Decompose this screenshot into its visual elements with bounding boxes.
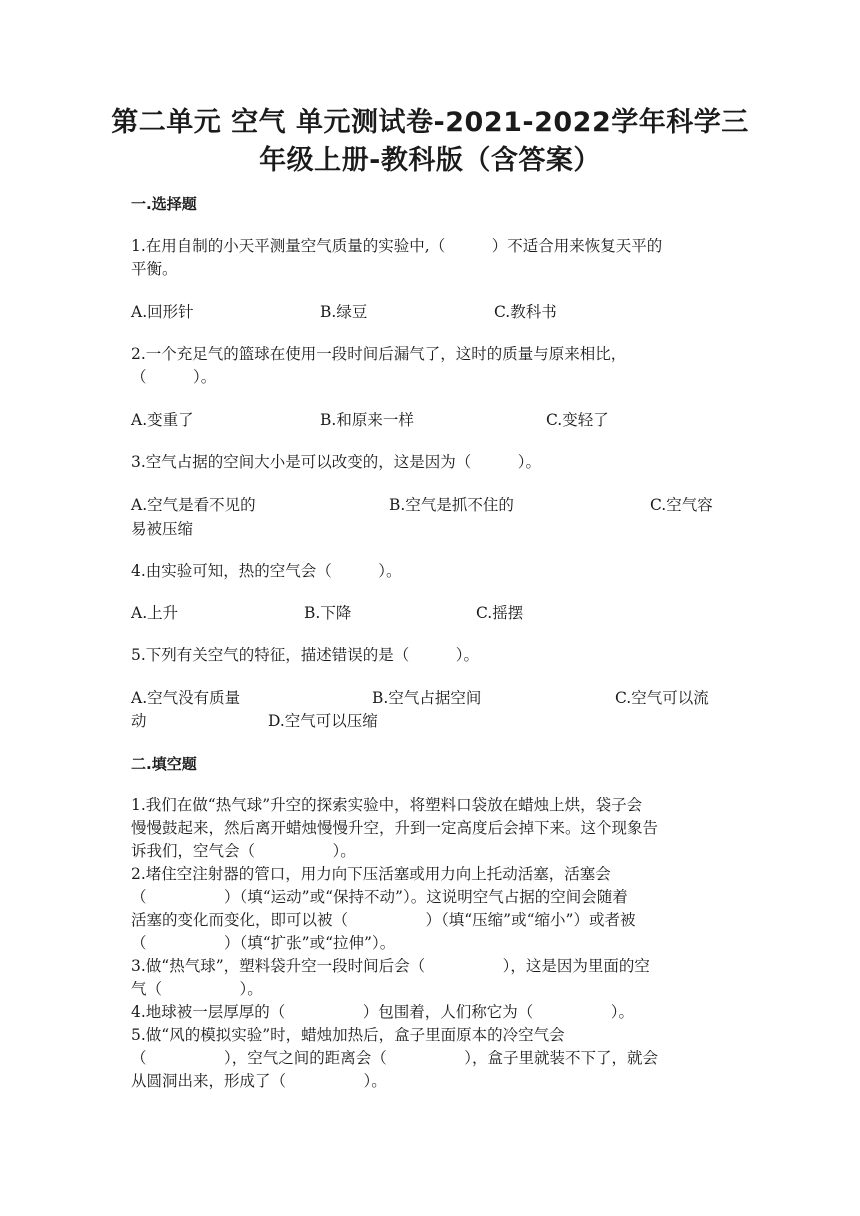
fill-line: 气（ ）。: [131, 980, 263, 998]
question-5: [131, 644, 731, 667]
question-2-line-1: 2.一个充足气的篮球在使用一段时间后漏气了，这时的质量与原来相比，: [131, 345, 627, 363]
fill-line: （ ）（填“扩张”或“拉伸”）。: [131, 934, 396, 952]
q3-option-b: B.空气是抓不住的: [389, 496, 514, 514]
q2-option-c: C.变轻了: [546, 411, 609, 429]
q5-option-d: D.空气可以压缩: [268, 712, 378, 730]
q3-option-a: A.空气是看不见的: [131, 496, 256, 514]
question-1-line-1: 1.在用自制的小天平测量空气质量的实验中,（ ）不适合用来恢复天平的: [131, 237, 663, 255]
question-5-line-1: 5.下列有关空气的特征，描述错误的是（ ）。: [131, 646, 480, 664]
question-2: [131, 343, 731, 389]
fill-line: 诉我们，空气会（ ）。: [131, 842, 356, 860]
exam-title-line-2: 年级上册-教科版（含答案）: [259, 145, 601, 176]
fill-line: （ ）（填“运动”或“保持不动”）。这说明空气占据的空间会随着: [131, 888, 628, 906]
question-3: [131, 451, 731, 474]
section-heading-fill-in: 二.填空题: [131, 755, 197, 773]
fill-line: 4.地球被一层厚厚的（ ）包围着，人们称它为（ ）。: [131, 1003, 635, 1021]
fill-line: 活塞的变化而变化，即可以被（ ）（填“压缩”或“缩小”）或者被: [131, 911, 636, 929]
q1-option-b: B.绿豆: [320, 303, 368, 321]
fill-line: 5.做“风的模拟实验”时，蜡烛加热后，盒子里面原本的冷空气会: [131, 1026, 565, 1044]
section-heading-multiple-choice: 一.选择题: [131, 195, 197, 213]
q5-option-c: C.空气可以流: [615, 689, 709, 707]
question-2-line-2: （ ）。: [131, 368, 217, 386]
fill-line: 1.我们在做“热气球”升空的探索实验中，将塑料口袋放在蜡烛上烘，袋子会: [131, 796, 643, 814]
q5-option-c-continued: 动: [131, 712, 147, 730]
q4-option-c: C.摇摆: [476, 604, 524, 622]
question-4: [131, 560, 731, 583]
fill-line: 从圆洞出来，形成了（ ）。: [131, 1072, 387, 1090]
fill-line: （ ），空气之间的距离会（ ），盒子里就装不下了，就会: [131, 1049, 659, 1067]
fill-line: 3.做“热气球”，塑料袋升空一段时间后会（ ），这是因为里面的空: [131, 957, 650, 975]
exam-title-line-1: 第二单元 空气 单元测试卷-2021-2022学年科学三: [111, 107, 749, 138]
question-4-line-1: 4.由实验可知，热的空气会（ ）。: [131, 562, 402, 580]
q4-option-a: A.上升: [131, 604, 179, 622]
fill-line: 慢慢鼓起来，然后离开蜡烛慢慢升空，升到一定高度后会掉下来。这个现象告: [131, 819, 659, 837]
q4-option-b: B.下降: [304, 604, 352, 622]
fill-line: 2.堵住空注射器的管口，用力向下压活塞或用力向上托动活塞，活塞会: [131, 865, 611, 883]
q5-option-b: B.空气占据空间: [372, 689, 482, 707]
fill-in-questions: [131, 794, 751, 1093]
q5-option-a: A.空气没有质量: [131, 689, 241, 707]
question-3-line-1: 3.空气占据的空间大小是可以改变的，这是因为（ ）。: [131, 453, 542, 471]
q3-option-c: C.空气容: [650, 496, 713, 514]
q3-option-c-continued: 易被压缩: [131, 520, 194, 538]
q1-option-a: A.回形针: [131, 303, 194, 321]
question-1: [131, 235, 731, 281]
q2-option-a: A.变重了: [131, 411, 194, 429]
question-1-line-2: 平衡。: [131, 260, 178, 278]
q1-option-c: C.教科书: [494, 303, 557, 321]
q2-option-b: B.和原来一样: [320, 411, 414, 429]
